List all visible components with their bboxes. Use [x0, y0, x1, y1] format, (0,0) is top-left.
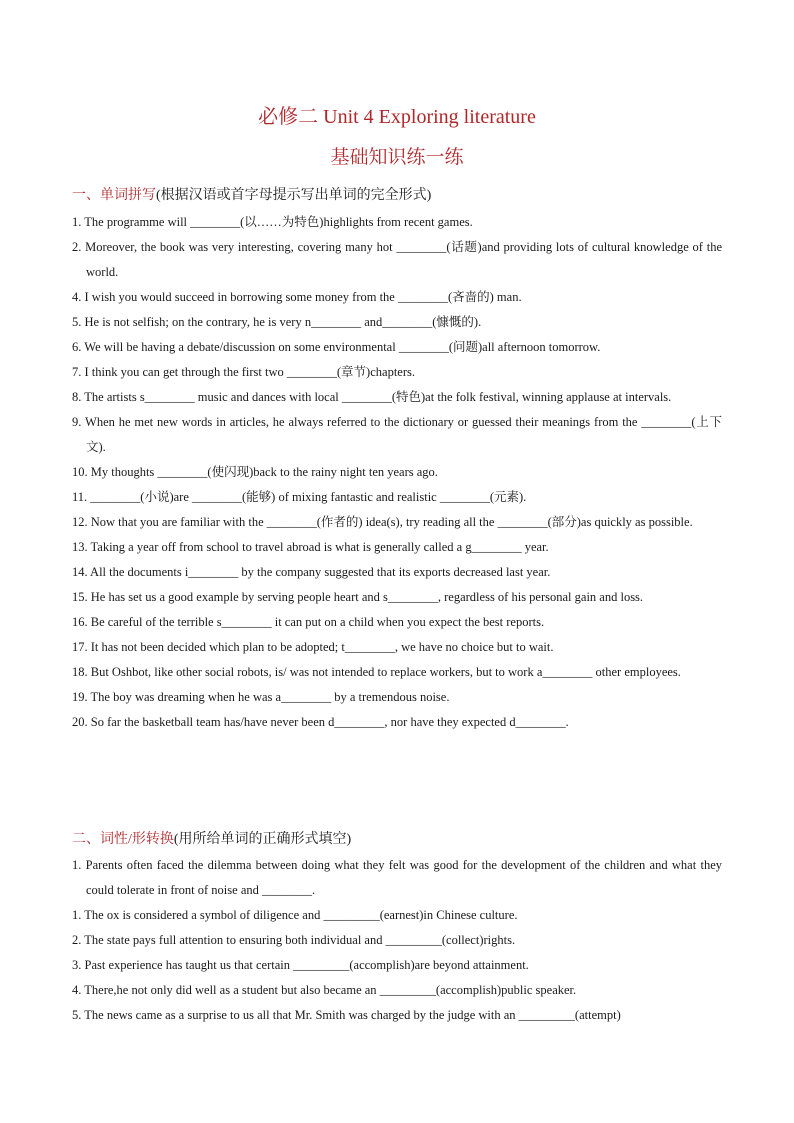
exercise-item: 2. The state pays full attention to ensuring both individual and _________(collect)rights. — [72, 933, 516, 947]
exercise-item: 19. The boy was dreaming when he was a________ by a tremendous noise. — [72, 690, 450, 704]
exercise-item: 2. Moreover, the book was very interesting, covering many hot ________(话题)and providing lots of cultural knowledge of the world. — [72, 240, 722, 279]
exercise-item: 3. Past experience has taught us that certain _________(accomplish)are beyond attainment. — [72, 958, 529, 972]
document-title: 必修二 Unit 4 Exploring literature — [258, 106, 536, 128]
exercise-item: 4. There,he not only did well as a student but also became an _________(accomplish)public speaker. — [72, 983, 577, 997]
exercise-item: 5. The news came as a surprise to us all that Mr. Smith was charged by the judge with an _________(attempt) — [72, 1008, 621, 1022]
exercise-item: 1. The ox is considered a symbol of diligence and _________(earnest)in Chinese culture. — [72, 908, 518, 922]
exercise-item: 7. I think you can get through the first two ________(章节)chapters. — [72, 365, 415, 379]
exercise-item: 13. Taking a year off from school to travel abroad is what is generally called a g________ year. — [72, 540, 549, 554]
exercise-item: 1. Parents often faced the dilemma between doing what they felt was good for the development of the children and what they could tolerate in front of noise and ________. — [72, 858, 722, 897]
section-1-instruction: (根据汉语或首字母提示写出单词的完全形式) — [156, 188, 432, 203]
section-2-items — [72, 853, 722, 1028]
section-2-title: 二、词性/形转换 — [72, 832, 174, 847]
exercise-item: 14. All the documents i________ by the company suggested that its exports decreased last year. — [72, 565, 551, 579]
exercise-item: 15. He has set us a good example by serving people heart and s________, regardless of his personal gain and loss. — [72, 590, 644, 604]
exercise-item: 9. When he met new words in articles, he always referred to the dictionary or guessed their meanings from the ________(上下文). — [72, 415, 722, 454]
exercise-item: 12. Now that you are familiar with the ________(作者的) idea(s), try reading all the ________(部分)as quickly as possible. — [72, 515, 693, 529]
section-2-instruction: (用所给单词的正确形式填空) — [173, 832, 352, 847]
exercise-item: 16. Be careful of the terrible s________ it can put on a child when you expect the best reports. — [72, 615, 545, 629]
section-1-title: 一、单词拼写 — [72, 188, 156, 203]
exercise-item: 17. It has not been decided which plan to be adopted; t________, we have no choice but to wait. — [72, 640, 554, 654]
exercise-item: 6. We will be having a debate/discussion on some environmental ________(问题)all afternoon tomorrow. — [72, 340, 601, 354]
exercise-item: 11. ________(小说)are ________(能够) of mixing fantastic and realistic ________(元素). — [72, 490, 527, 504]
exercise-item: 10. My thoughts ________(使闪现)back to the rainy night ten years ago. — [72, 465, 438, 479]
exercise-item: 5. He is not selfish; on the contrary, he is very n________ and________(慷慨的). — [72, 315, 482, 329]
exercise-item: 8. The artists s________ music and dances with local ________(特色)at the folk festival, winning applause at intervals. — [72, 390, 672, 404]
exercise-item: 4. I wish you would succeed in borrowing some money from the ________(吝啬的) man. — [72, 290, 522, 304]
section-1-heading — [72, 186, 431, 206]
exercise-item: 20. So far the basketball team has/have never been d________, nor have they expected d________. — [72, 715, 569, 729]
section-1-items — [72, 210, 722, 735]
section-2-heading — [72, 830, 351, 850]
exercise-item: 1. The programme will ________(以……为特色)highlights from recent games. — [72, 215, 473, 229]
document-subtitle: 基础知识练一练 — [330, 147, 464, 168]
exercise-item: 18. But Oshbot, like other social robots, is/ was not intended to replace workers, but to work a________ other employees. — [72, 665, 681, 679]
